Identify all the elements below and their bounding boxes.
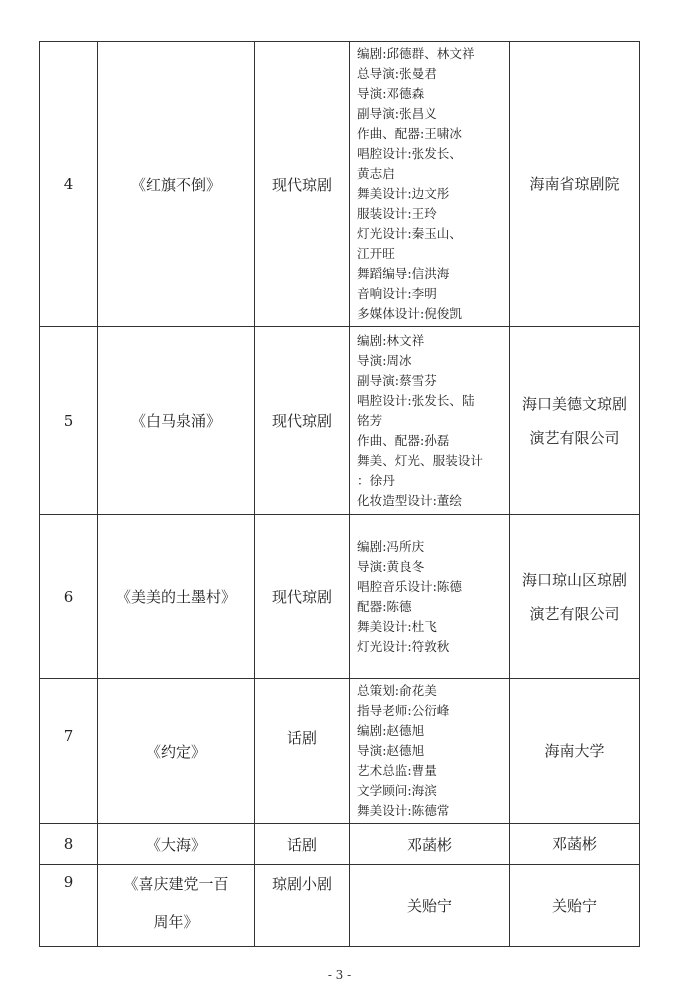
producing-unit: 海南大学: [510, 679, 640, 824]
crew-line: 铭芳: [357, 412, 383, 428]
crew-line: 灯光设计:符敦秋: [357, 638, 450, 654]
work-title: 《约定》: [98, 679, 255, 824]
crew-line: 编剧:赵德旭: [357, 723, 425, 738]
crew-line: 黄志启: [357, 166, 395, 181]
crew-line: 音响设计:李明: [357, 286, 437, 301]
work-type: 话剧: [255, 679, 350, 824]
work-title-line: 周年》: [153, 913, 199, 931]
crew-line: 灯光设计:秦玉山、: [357, 226, 462, 241]
crew-line: 化妆造型设计:董绘: [357, 492, 462, 508]
crew-line: 副导演:张昌义: [357, 106, 437, 121]
responsible-person: 关贻宁: [350, 865, 510, 947]
crew-line: 唱腔设计:张发长、陆: [357, 392, 475, 408]
work-title: 《红旗不倒》: [98, 42, 255, 327]
producing-unit: 海口美德文琼剧演艺有限公司: [510, 327, 640, 515]
crew-list: [350, 679, 510, 824]
work-title: 《白马泉涌》: [98, 327, 255, 515]
crew-list: [350, 42, 510, 327]
crew-line: 作曲、配器:王啸冰: [357, 126, 462, 141]
crew-line: 舞蹈编导:信洪海: [357, 266, 450, 281]
crew-line: 编剧:邱德群、林文祥: [357, 46, 475, 61]
crew-list: [350, 515, 510, 679]
producing-unit: 关贻宁: [510, 865, 640, 947]
crew-list: [350, 327, 510, 515]
table-row: [40, 865, 640, 947]
crew-line: 舞美、灯光、服装设计: [357, 452, 483, 468]
crew-line: 配器:陈德: [357, 598, 412, 614]
producing-unit: 邓菡彬: [510, 824, 640, 865]
crew-line: 文学顾问:海滨: [357, 783, 437, 798]
row-number: 5: [40, 327, 98, 515]
work-type: 现代琼剧: [255, 327, 350, 515]
work-title: 《大海》: [98, 824, 255, 865]
awards-table: [39, 41, 640, 947]
crew-line: 副导演:蔡雪芬: [357, 372, 437, 388]
responsible-person: 邓菡彬: [350, 824, 510, 865]
work-title-line: 《喜庆建党一百: [123, 875, 229, 893]
crew-line: 唱腔音乐设计:陈德: [357, 578, 462, 594]
crew-line: 服装设计:王玲: [357, 206, 437, 221]
crew-line: 艺术总监:曹量: [357, 763, 437, 778]
row-number: 8: [40, 824, 98, 865]
crew-line: 总策划:俞花美: [357, 683, 437, 698]
crew-line: 导演:邓德森: [357, 86, 425, 101]
row-number: 4: [40, 42, 98, 327]
table-row: [40, 327, 640, 515]
work-title: 《美美的土墨村》: [98, 515, 255, 679]
crew-line: 唱腔设计:张发长、: [357, 146, 462, 161]
work-type: 现代琼剧: [255, 515, 350, 679]
row-number: 6: [40, 515, 98, 679]
crew-line: 江开旺: [357, 246, 395, 261]
crew-line: 指导老师:公衍峰: [357, 703, 450, 718]
table-row: [40, 515, 640, 679]
work-type: 话剧: [255, 824, 350, 865]
table-row: [40, 42, 640, 327]
work-title: [98, 865, 255, 947]
crew-line: 编剧:林文祥: [357, 332, 425, 348]
crew-line: 导演:周冰: [357, 352, 412, 368]
crew-line: 舞美设计:杜飞: [357, 618, 437, 634]
crew-line: 导演:黄良冬: [357, 558, 425, 574]
crew-line: 总导演:张曼君: [357, 66, 437, 81]
producing-unit: 海口琼山区琼剧演艺有限公司: [510, 515, 640, 679]
row-number: 9: [40, 865, 98, 947]
crew-line: 作曲、配器:孙磊: [357, 432, 450, 448]
work-type: 现代琼剧: [255, 42, 350, 327]
crew-line: 多媒体设计:倪俊凯: [357, 306, 462, 321]
crew-line: 导演:赵德旭: [357, 743, 425, 758]
table-row: [40, 679, 640, 824]
crew-line: ：徐丹: [357, 472, 395, 488]
row-number: 7: [40, 679, 98, 824]
crew-line: 舞美设计:陈德常: [357, 803, 450, 818]
page-number: - 3 -: [327, 968, 352, 982]
crew-line: 舞美设计:边文彤: [357, 186, 450, 201]
crew-line: 编剧:冯所庆: [357, 538, 425, 554]
work-type: 琼剧小剧: [255, 865, 350, 947]
table-row: [40, 824, 640, 865]
producing-unit: 海南省琼剧院: [510, 42, 640, 327]
